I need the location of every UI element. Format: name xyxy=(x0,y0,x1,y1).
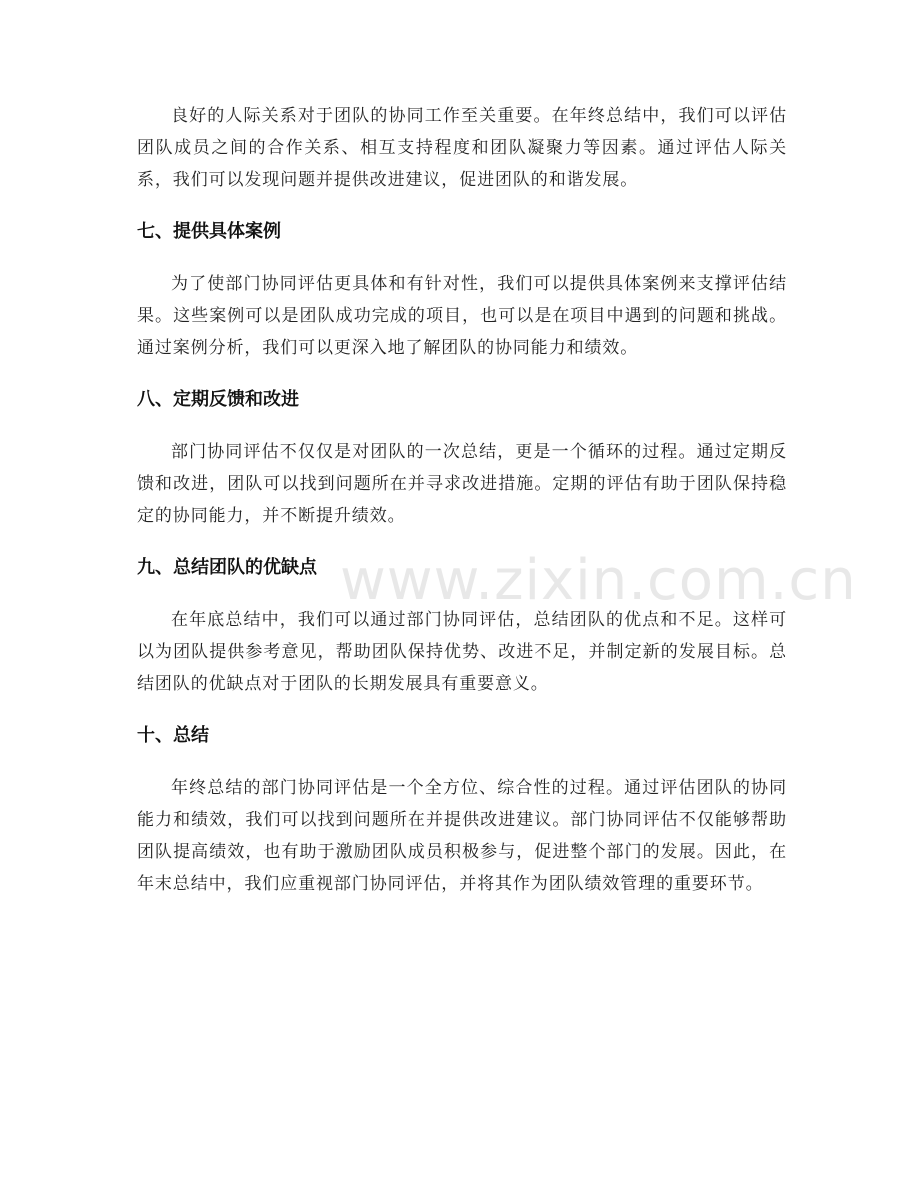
heading-section-10: 十、总结 xyxy=(137,725,209,746)
paragraph-section-10: 年终总结的部门协同评估是一个全方位、综合性的过程。通过评估团队的协同能力和绩效，我们可以找到问题所在并提供改进建议。部门协同评估不仅能够帮助团队提高绩效，也有助于激励团队成员积极参与，促进整个部门的发展。因此，在年末总结中，我们应重视部门协同评估，并将其作为团队绩效管理的重要环节。 xyxy=(137,778,787,894)
heading-section-8: 八、定期反馈和改进 xyxy=(137,389,299,410)
paragraph-section-9: 在年底总结中，我们可以通过部门协同评估，总结团队的优点和不足。这样可以为团队提供参考意见，帮助团队保持优势、改进不足，并制定新的发展目标。总结团队的优缺点对于团队的长期发展具有重要意义。 xyxy=(137,610,787,694)
paragraph-section-8: 部门协同评估不仅仅是对团队的一次总结，更是一个循环的过程。通过定期反馈和改进，团队可以找到问题所在并寻求改进措施。定期的评估有助于团队保持稳定的协同能力，并不断提升绩效。 xyxy=(137,442,787,526)
heading-section-9: 九、总结团队的优缺点 xyxy=(137,557,317,578)
paragraph-section-7: 为了使部门协同评估更具体和有针对性，我们可以提供具体案例来支撑评估结果。这些案例可以是团队成功完成的项目，也可以是在项目中遇到的问题和挑战。通过案例分析，我们可以更深入地了解团队的协同能力和绩效。 xyxy=(137,274,787,358)
document-body xyxy=(137,100,787,900)
heading-section-7: 七、提供具体案例 xyxy=(137,221,281,242)
watermark: www.zixin.com.cn xyxy=(340,548,857,613)
paragraph-interpersonal-relations: 良好的人际关系对于团队的协同工作至关重要。在年终总结中，我们可以评估团队成员之间的合作关系、相互支持程度和团队凝聚力等因素。通过评估人际关系，我们可以发现问题并提供改进建议，促进团队的和谐发展。 xyxy=(137,106,787,190)
